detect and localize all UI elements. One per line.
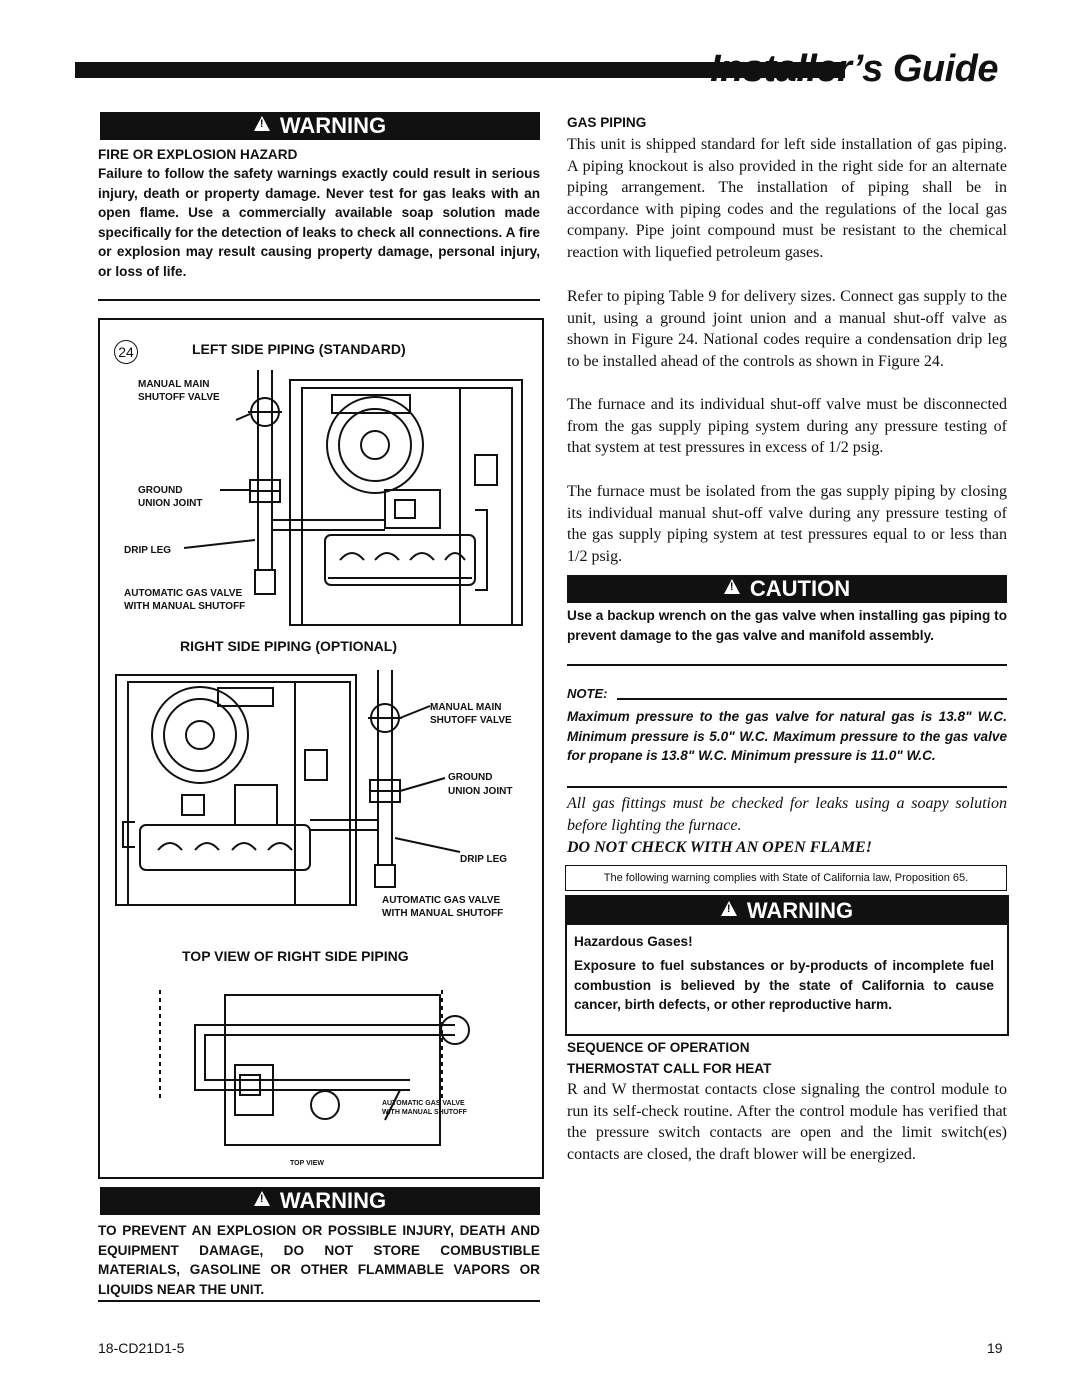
warning-banner — [100, 1187, 540, 1215]
callout-shutoff-valve-right: SHUTOFF VALVE — [430, 715, 512, 726]
callout-drip-leg: DRIP LEG — [124, 545, 172, 556]
warning-banner — [100, 112, 540, 140]
paragraph: The furnace must be isolated from the gas supply piping by closing its individual manual shut-off valve during any pressure testing of the gas supply piping system at test pressures equal to or less than 1/2 psig. — [567, 483, 1007, 565]
warning-triangle-icon — [254, 1191, 270, 1206]
callout-union-joint: UNION JOINT — [138, 498, 203, 509]
callout-union-joint-right: UNION JOINT — [448, 786, 513, 797]
callout-manual-main-right: MANUAL MAIN — [430, 702, 502, 713]
callout-auto-gas-valve-top: AUTOMATIC GAS VALVE — [382, 1100, 465, 1107]
divider — [98, 299, 540, 301]
note-label: NOTE: — [567, 686, 608, 701]
figure-title-top: TOP VIEW OF RIGHT SIDE PIPING — [182, 948, 409, 964]
callout-shutoff-valve: SHUTOFF VALVE — [138, 392, 220, 403]
section-subheading: THERMOSTAT CALL FOR HEAT — [567, 1061, 772, 1076]
figure-number: 24 — [114, 340, 138, 364]
prop65-note: The following warning complies with State of California law, Proposition 65. — [565, 865, 1007, 891]
paragraph: Refer to piping Table 9 for delivery sizes. Connect gas supply to the unit, using a ground joint union and a manual shut-off valve as shown in Figure 24. National codes require a condensation drip leg to be installed ahead of the controls as shown in Figure 24. — [567, 288, 1007, 370]
divider — [567, 786, 1007, 788]
callout-drip-leg-right: DRIP LEG — [460, 854, 508, 865]
callout-ground-right: GROUND — [448, 772, 493, 783]
warning-triangle-icon — [724, 579, 740, 594]
divider — [567, 664, 1007, 666]
paragraph: The furnace and its individual shut-off valve must be disconnected from the gas supply piping system during any pressure testing of that system at test pressures in excess of 1/2 psig. — [567, 396, 1007, 457]
warning-heading: Hazardous Gases! — [574, 934, 693, 949]
caution-label: CAUTION — [749, 576, 851, 601]
callout-with-manual-shutoff-right: WITH MANUAL SHUTOFF — [382, 908, 504, 919]
callout-auto-gas-valve: AUTOMATIC GAS VALVE — [124, 588, 243, 599]
note-rule — [617, 698, 1007, 700]
paragraph: This unit is shipped standard for left side installation of gas piping. A piping knockout is also provided in the right side for an alternate piping arrangement. The installation of piping shall be in accordance with piping codes and the regulations of the local gas company. Pipe joint compound must be resistant to the chemical reaction with liquefied petroleum gases. — [567, 136, 1007, 261]
warning-label: WARNING — [279, 113, 387, 138]
page-title: Installer’s Guide — [710, 48, 998, 90]
page-number: 19 — [987, 1340, 1003, 1356]
callout-manual-main: MANUAL MAIN — [138, 379, 210, 390]
warning-label: WARNING — [279, 1188, 387, 1213]
caution-body: Use a backup wrench on the gas valve when installing gas piping to prevent damage to the gas valve and manifold assembly. — [567, 608, 1007, 643]
paragraph: R and W thermostat contacts close signaling the control module to run its self-check routine. After the control module has verified that the pressure switch contacts are open and the limit switch(es) contacts are closed, the draft blower will be energized. — [567, 1081, 1007, 1163]
warning-body: Exposure to fuel substances or by-products of incomplete fuel combustion is believed by the state of California to cause cancer, birth defects, or other reproductive harm. — [574, 958, 994, 1012]
doc-number: 18-CD21D1-5 — [98, 1340, 185, 1356]
section-heading: SEQUENCE OF OPERATION — [567, 1040, 750, 1055]
callout-with-manual-shutoff-top: WITH MANUAL SHUTOFF — [382, 1109, 467, 1116]
warning-box — [565, 895, 1009, 1036]
divider — [98, 1300, 540, 1302]
open-flame-warning: DO NOT CHECK WITH AN OPEN FLAME! — [567, 839, 872, 856]
warning-body: Failure to follow the safety warnings exactly could result in serious injury, death or property damage. Never test for gas leaks with an open flame. Use a commercially available soap solution made specifically for the detection of leaks to check all connections. A fire or explosion may result causing property damage, personal injury, or loss of life. — [98, 166, 540, 279]
top-view-illustration — [100, 980, 542, 1160]
note-body: Maximum pressure to the gas valve for natural gas is 13.8" W.C. Minimum pressure is 5.0" W.C. Maximum pressure to the gas valve for propane is 13.8" W.C. Minimum pressure is 11.0" W.C. — [567, 709, 1007, 763]
caution-banner — [567, 575, 1007, 603]
section-heading: GAS PIPING — [567, 115, 647, 130]
callout-ground: GROUND — [138, 485, 183, 496]
callout-with-manual-shutoff: WITH MANUAL SHUTOFF — [124, 601, 246, 612]
warning-body: TO PREVENT AN EXPLOSION OR POSSIBLE INJURY, DEATH AND EQUIPMENT DAMAGE, DO NOT STORE COMBUSTIBLE MATERIALS, GASOLINE OR OTHER FLAMMABLE VAPORS OR LIQUIDS NEAR THE UNIT. — [98, 1223, 540, 1297]
fittings-text: All gas fittings must be checked for leaks using a soapy solution before lighting the furnace. — [567, 795, 1007, 834]
warning-heading: FIRE OR EXPLOSION HAZARD — [98, 147, 298, 162]
figure-title-right: RIGHT SIDE PIPING (OPTIONAL) — [180, 638, 398, 654]
warning-triangle-icon — [721, 901, 737, 916]
callout-auto-gas-valve-right: AUTOMATIC GAS VALVE — [382, 895, 501, 906]
warning-banner — [567, 897, 1007, 925]
figure-title-left: LEFT SIDE PIPING (STANDARD) — [192, 341, 406, 357]
warning-triangle-icon — [254, 116, 270, 131]
figure-24 — [98, 318, 544, 1179]
warning-label: WARNING — [746, 898, 854, 923]
callout-top-view: TOP VIEW — [290, 1160, 324, 1167]
